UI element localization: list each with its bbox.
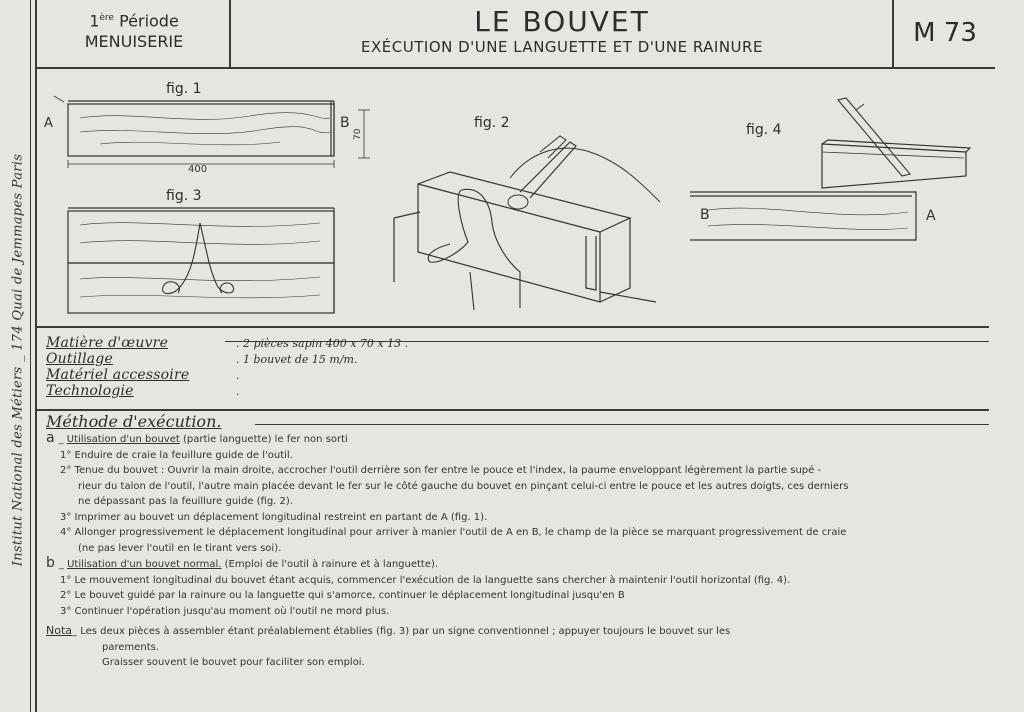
fig1-board (68, 104, 334, 156)
header-title-block (232, 6, 892, 56)
fig1-length: 400 (188, 164, 208, 175)
methode-divider-line (255, 424, 989, 425)
materials-row: Outillage . 1 bouvet de 15 m/m. (46, 351, 358, 367)
fig1-width: 70 (353, 128, 363, 140)
section-b-heading: b _ Utilisation d'un bouvet normal. (Emploi de l'outil à rainure et à languette). (46, 555, 439, 571)
nota-line: Graisser souvent le bouvet pour faciliter son emploi. (102, 657, 365, 668)
materials-row: Matériel accessoire . (46, 367, 240, 383)
fig1-drawing (40, 92, 380, 182)
fig3-label: fig. 3 (166, 188, 202, 204)
fig1-label: fig. 1 (166, 81, 202, 97)
fig4-drawing (688, 96, 978, 246)
nota-line: Nota_ Les deux pièces à assembler étant préalablement établies (fig. 3) par un signe conventionnel ; appuyer toujours le bouvet sur les (46, 624, 731, 637)
fig4-label: fig. 4 (746, 122, 782, 138)
fig4-label-a: A (926, 208, 936, 224)
fig1-label-b: B (340, 115, 350, 131)
side-publisher-text: Institut National des Métiers _ 174 Quai de Jemmapes Paris (10, 153, 26, 567)
fig1-label-a: A (44, 116, 53, 131)
step-line: 3° Continuer l'opération jusqu'au moment où l'outil ne mord plus. (60, 605, 390, 617)
header-divider-1 (229, 0, 231, 68)
header-periode: 1ère Période MENUISERIE (40, 8, 228, 52)
header-divider-2 (892, 0, 894, 68)
step-line: rieur du talon de l'outil, l'autre main placée devant le fer sur le côté gauche du bouvet en pinçant celui-ci entre le pouce et les autres doigts, ces derniers (78, 480, 849, 492)
fig3-drawing (60, 203, 360, 313)
figures-bottom-line (35, 326, 989, 328)
step-line: 1° Le mouvement longitudinal du bouvet étant acquis, commencer l'exécution de la languette sans chercher à maintenir l'outil horizontal (fig. 4). (60, 574, 791, 586)
header-trade: MENUISERIE (84, 32, 184, 52)
materials-row: Matière d'œuvre . 2 pièces sapin 400 x 70 x 13 . (46, 335, 409, 351)
left-margin-line (30, 0, 31, 712)
methode-title: Méthode d'exécution. (46, 412, 222, 431)
nota-line: parements. (102, 641, 160, 653)
step-line: (ne pas lever l'outil en le tirant vers soi). (78, 542, 282, 554)
materials-row: Technologie . (46, 383, 240, 399)
left-border-line (35, 0, 37, 712)
step-line: 3° Imprimer au bouvet un déplacement longitudinal restreint en partant de A (fig. 1). (60, 511, 488, 523)
step-line: 1° Enduire de craie la feuillure guide de l'outil. (60, 449, 293, 461)
section-a-heading: a _ Utilisation d'un bouvet (partie languette) le fer non sorti (46, 430, 348, 446)
page-subtitle: EXÉCUTION D'UNE LANGUETTE ET D'UNE RAINURE (361, 38, 763, 56)
step-line: ne dépassant pas la feuillure guide (fig. 2). (78, 496, 293, 507)
fig4-label-b: B (700, 207, 710, 223)
materials-list (46, 334, 408, 398)
step-line: 4° Allonger progressivement le déplacement longitudinal pour arriver à manier l'outil de A en B, le champ de la pièce se marquant progressivement de craie (60, 527, 847, 538)
materials-bottom-line (35, 409, 989, 411)
sheet-code: M 73 (913, 18, 977, 48)
step-line: 2° Tenue du bouvet : Ouvrir la main droite, accrocher l'outil derrière son fer entre le pouce et l'index, la paume enveloppant légèrement la partie supé - (60, 465, 822, 476)
fig2-label: fig. 2 (474, 115, 510, 131)
step-line: 2° Le bouvet guidé par la rainure ou la languette qui s'amorce, continuer le déplacement longitudinal jusqu'en B (60, 590, 625, 601)
fig2-drawing (390, 132, 670, 312)
header-bottom-line (35, 67, 995, 69)
methode-body (46, 431, 996, 671)
page-title: LE BOUVET (474, 5, 650, 38)
